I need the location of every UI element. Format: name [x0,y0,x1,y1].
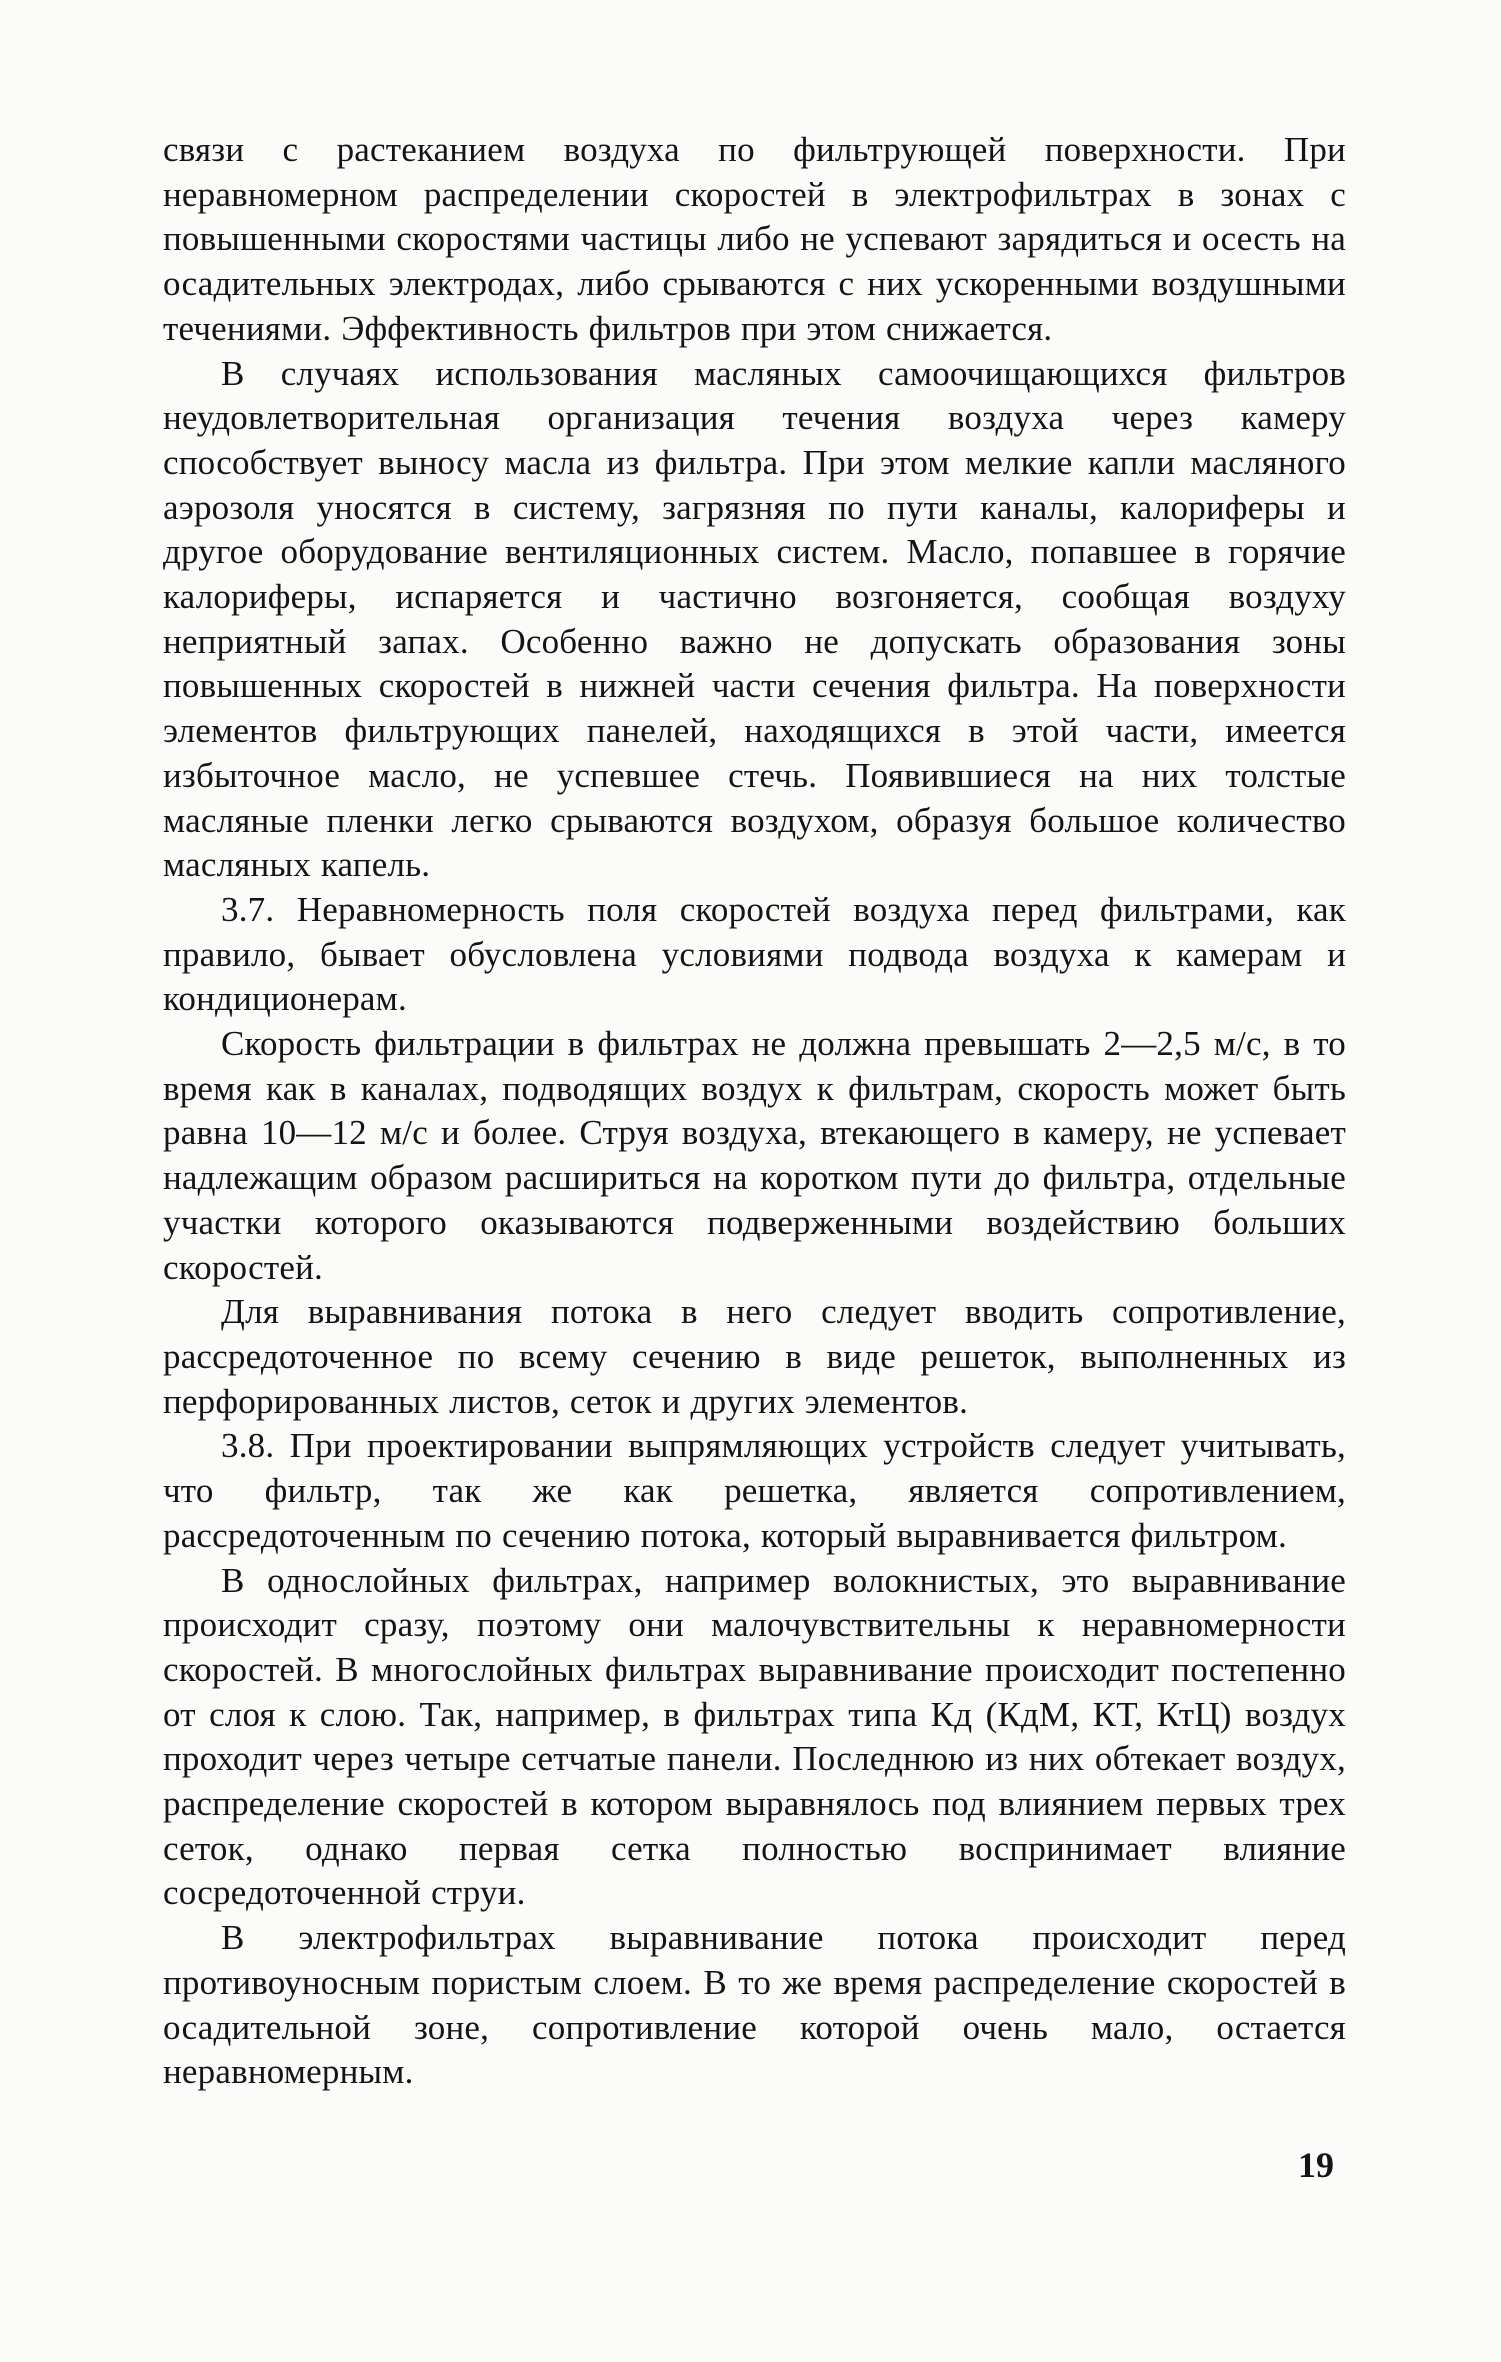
paragraph-flow-equalization: Для выравнивания потока в него следует вводить сопротивление, рассредоточенное по всему сечению в виде решеток, выполненных из перфорированных листов, сеток и других элементов. [163,1292,1346,1421]
paragraph-section-3-7: 3.7. Неравномерность поля скоростей воздуха перед фильтрами, как правило, бывает обусловлена условиями подвода воздуха к камерам и кондиционерам. [163,889,1346,1019]
page-number: 19 [1298,2145,1334,2185]
paragraph-section-3-8: 3.8. При проектировании выпрямляющих устройств следует учитывать, что фильтр, так же как решетка, является сопротивлением, рассредоточенным по сечению потока, который выравнивается фильтром. [163,1426,1346,1555]
body-text [163,128,1346,2095]
paragraph-filtration-speed: Скорость фильтрации в фильтрах не должна превышать 2—2,5 м/с, в то время как в каналах, подводящих воздух к фильтрам, скорость может быть равна 10—12 м/с и более. Струя воздуха, втекающего в камеру, не успевает надлежащим образом расшириться на коротком пути до фильтра, отдельные участки которого оказываются подверженными воздействию больших скоростей. [163,1024,1346,1287]
paragraph-single-layer-filters: В однослойных фильтрах, например волокнистых, это выравнивание происходит сразу, поэтому они малочувствительны к неравномерности скоростей. В многослойных фильтрах выравнивание происходит постепенно от слоя к слою. Так, например, в фильтрах типа Кд (КдМ, КТ, КтЦ) воздух проходит через четыре сетчатые панели. Последнюю из них обтекает воздух, распределение скоростей в котором выравнялось под влиянием первых трех сеток, однако первая сетка полностью воспринимает влияние сосредоточенной струи. [163,1560,1346,1913]
paragraph-oil-filters: В случаях использования масляных самоочищающихся фильтров неудовлетворительная организация течения воздуха через камеру способствует выносу масла из фильтра. При этом мелкие капли масляного аэрозоля уносятся в систему, загрязняя по пути каналы, калориферы и другое оборудование вентиляционных систем. Масло, попавшее в горячие калориферы, испаряется и частично возгоняется, сообщая воздуху неприятный запах. Особенно важно не допускать образования зоны повышенных скоростей в нижней части сечения фильтра. На поверхности элементов фильтрующих панелей, находящихся в этой части, имеется избыточное масло, не успевшее стечь. Появившиеся на них толстые масляные пленки легко срываются воздухом, образуя большое количество масляных капель. [163,353,1346,885]
paragraph-continued: связи с растеканием воздуха по фильтрующей поверхности. При неравномерном распределении скоростей в электрофильтрах в зонах с повышенными скоростями частицы либо не успевают зарядиться и осесть на осадительных электродах, либо срываются с них ускоренными воздушными течениями. Эффективность фильтров при этом снижается. [163,130,1346,348]
paragraph-electrofilters: В электрофильтрах выравнивание потока происходит перед противоуносным пористым слоем. В то же время распределение скоростей в осадительной зоне, сопротивление которой очень мало, остается неравномерным. [163,1918,1346,2092]
